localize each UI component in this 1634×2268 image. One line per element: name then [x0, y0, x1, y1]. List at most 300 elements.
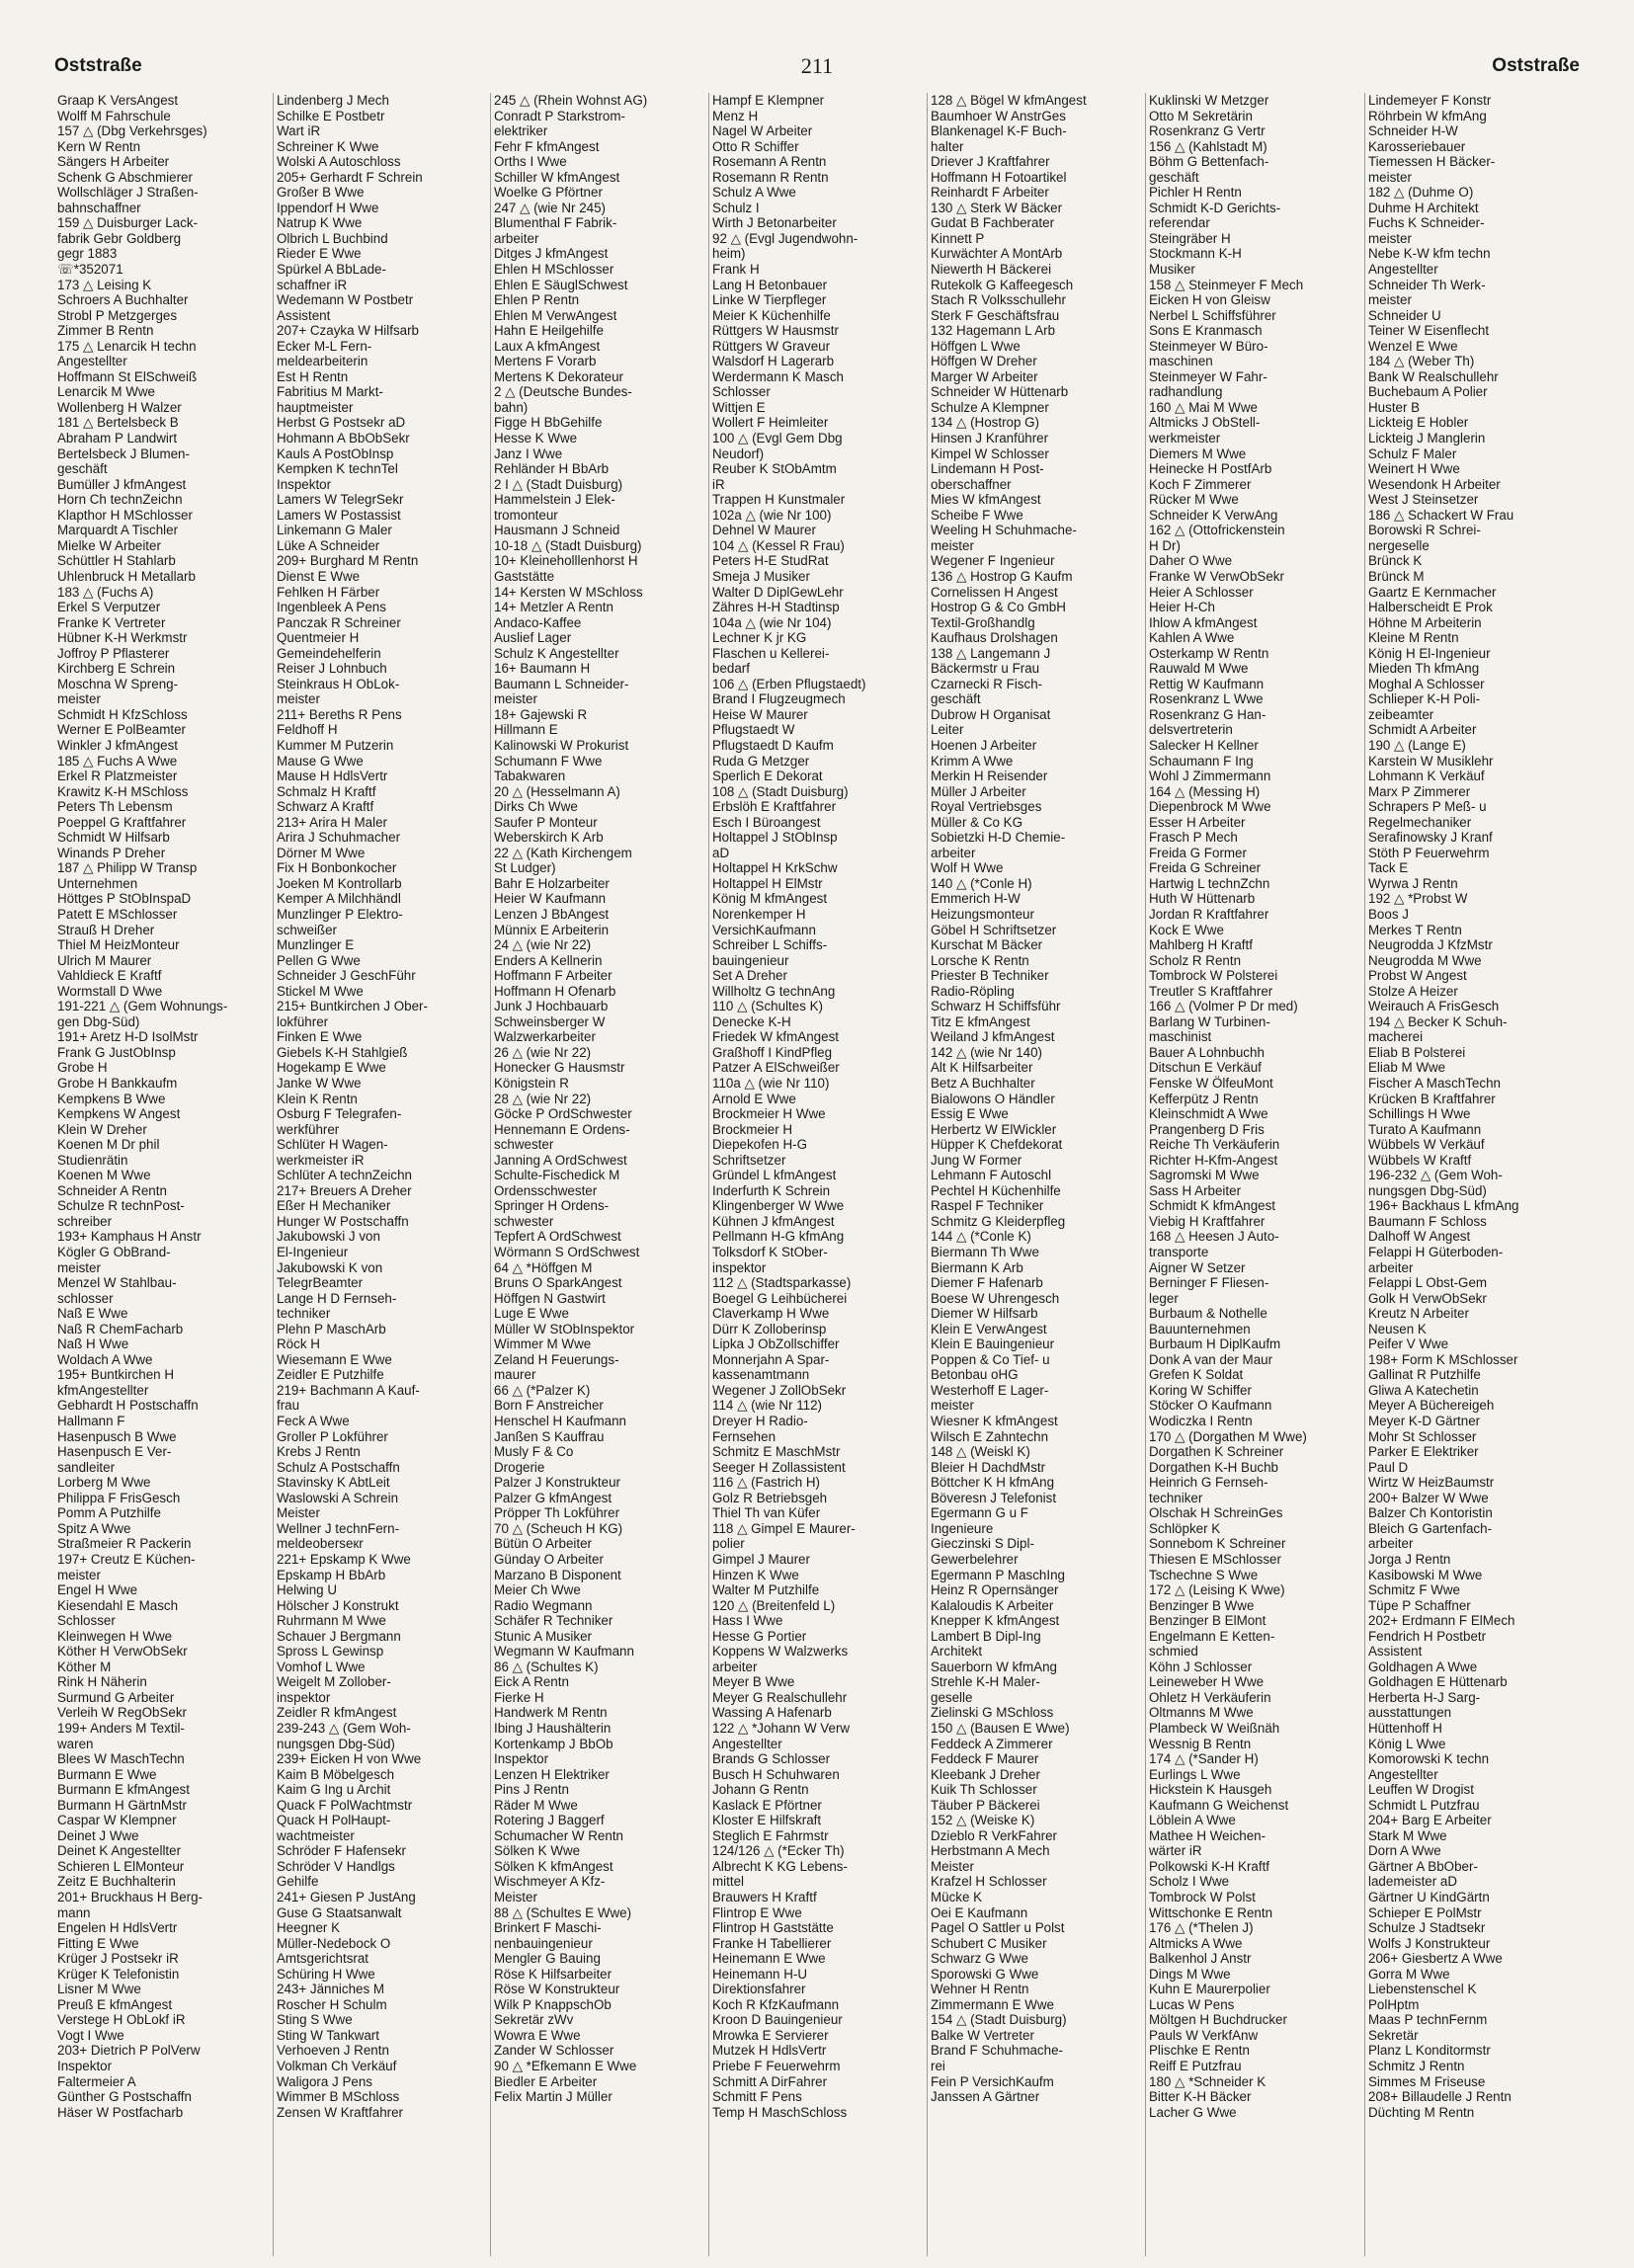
directory-entry: Kuhn E Maurerpolier [1149, 1982, 1270, 1997]
directory-entry: Moghal A Schlosser [1368, 676, 1485, 691]
directory-entry: geselle [931, 1689, 973, 1705]
directory-entry: 66 △ (*Palzer K) [494, 1382, 591, 1398]
directory-entry: Erbslöh E Kraftfahrer [712, 799, 837, 815]
directory-entry: Sauerborn W kfmAng [931, 1659, 1058, 1674]
directory-entry: Czarnecki R Fisch- [931, 676, 1043, 691]
directory-entry: Meyer G Realschullehr [712, 1689, 848, 1705]
directory-entry: 198+ Form K MSchlosser [1368, 1351, 1518, 1367]
directory-entry: Reiff E Putzfrau [1149, 2059, 1242, 2073]
directory-entry: 70 △ (Scheuch H KG) [494, 1520, 623, 1536]
directory-entry: Junk J Hochbauarb [494, 999, 609, 1014]
directory-entry: Pellmann H-G kfmAng [712, 1229, 845, 1245]
directory-entry: Schulz F Maler [1368, 446, 1457, 461]
directory-entry: Mause H HdlsVertr [277, 769, 388, 784]
directory-entry: Goldhagen E Hüttenarb [1368, 1674, 1508, 1690]
directory-entry: meister [57, 1259, 101, 1275]
directory-entry: Lenarcik M Wwe [57, 384, 155, 400]
directory-entry: Radio-Röpling [931, 983, 1015, 999]
directory-entry: Wittschonke E Rentn [1149, 1904, 1273, 1920]
directory-entry: 134 △ (Hostrop G) [931, 415, 1040, 431]
directory-entry: 120 △ (Breitenfeld L) [712, 1597, 836, 1613]
directory-entry: Ingenbleek A Pens [277, 600, 386, 615]
directory-entry: Bleich G Gartenfach- [1368, 1520, 1493, 1536]
directory-entry: frau [277, 1398, 300, 1414]
directory-entry: Nerbel L Schiffsführer [1149, 307, 1276, 323]
directory-entry: Bumüller J kfmAngest [57, 476, 187, 492]
directory-entry: Heegner K [277, 1920, 341, 1936]
directory-entry: Strehle K-H Maler- [931, 1674, 1040, 1690]
directory-entry: Kleine M Rentn [1368, 630, 1459, 646]
directory-entry: Luge E Wwe [494, 1306, 569, 1322]
directory-entry: Bank W Realschullehr [1368, 368, 1499, 384]
directory-entry: Gebhardt H Postschaffn [57, 1398, 199, 1414]
directory-entry: Giebels K-H Stahlgieß [277, 1044, 408, 1060]
directory-entry: Bäckermstr u Frau [931, 661, 1040, 677]
directory-entry: Amtsgerichtsrat [277, 1951, 369, 1967]
directory-entry: Krücken B Kraftfahrer [1368, 1091, 1496, 1106]
directory-entry: Kaim G Ing u Archit [277, 1782, 391, 1798]
directory-entry: Schulte-Fischedick M [494, 1168, 620, 1183]
directory-entry: Nebe K-W kfm techn [1368, 246, 1491, 262]
directory-entry: Böttcher K H kfmAng [931, 1475, 1055, 1491]
directory-entry: Düchting M Rentn [1368, 2104, 1475, 2120]
directory-entry: Ruhrmann M Wwe [277, 1613, 386, 1629]
directory-entry: Schwarz A Kraftf [277, 799, 374, 815]
directory-entry: Schmidt K-D Gerichts- [1149, 200, 1281, 215]
directory-entry: Wohl J Zimmermann [1149, 769, 1271, 784]
directory-entry: Benzinger B ElMont [1149, 1613, 1266, 1629]
directory-entry: gen Dbg-Süd) [57, 1013, 140, 1029]
directory-entry: Schulz K Angestellter [494, 645, 619, 661]
directory-entry: Wegener F Ingenieur [931, 553, 1055, 569]
directory-entry: Trappen H Kunstmaler [712, 492, 846, 508]
directory-entry: Boos J [1368, 906, 1409, 922]
directory-entry: Münnix E Arbeiterin [494, 922, 610, 937]
directory-entry: Inspektor [57, 2059, 113, 2073]
directory-entry: Schlüter A technZeichn [277, 1168, 412, 1183]
directory-entry: Patzer A ElSchweißer [712, 1060, 840, 1076]
directory-entry: Benzinger B Wwe [1149, 1597, 1255, 1613]
directory-entry: 158 △ Steinmeyer F Mech [1149, 277, 1304, 292]
directory-entry: Handwerk M Rentn [494, 1705, 608, 1721]
directory-entry: Meier K Küchenhilfe [712, 307, 831, 323]
directory-entry: Schulze A Klempner [931, 399, 1049, 415]
directory-entry: Eurlings L Wwe [1149, 1766, 1241, 1782]
directory-entry: Bertelsbeck J Blumen- [57, 446, 190, 461]
directory-entry: El-Ingenieur [277, 1245, 349, 1260]
directory-entry: Lamers W TelegrSekr [277, 492, 404, 508]
directory-entry: Aigner W Setzer [1149, 1259, 1246, 1275]
directory-entry: Schneider J GeschFühr [277, 968, 416, 984]
directory-entry: Inderfurth K Schrein [712, 1182, 831, 1198]
directory-entry: Poeppel G Kraftfahrer [57, 814, 187, 830]
directory-entry: Olschak H SchreinGes [1149, 1505, 1283, 1521]
directory-entry: polier [712, 1536, 745, 1552]
directory-entry: Herbst G Postsekr aD [277, 415, 406, 431]
directory-entry: Direktionsfahrer [712, 1982, 806, 1997]
directory-entry: Patett E MSchlosser [57, 906, 178, 922]
directory-entry: Holtappel J StObInsp [712, 830, 838, 846]
directory-entry: Walter M Putzhilfe [712, 1582, 820, 1598]
directory-entry: Schilke E Postbetr [277, 108, 385, 123]
directory-entry: Groller P Lokführer [277, 1428, 388, 1444]
directory-entry: Bleier H DachdMstr [931, 1459, 1046, 1475]
directory-entry: Krüger J Postsekr iR [57, 1951, 179, 1967]
directory-entry: Laux A kfmAngest [494, 338, 601, 354]
directory-entry: Heinemann E Wwe [712, 1951, 826, 1967]
directory-entry: Schmidt K kfmAngest [1149, 1198, 1276, 1214]
directory-entry: Diepenbrock M Wwe [1149, 799, 1271, 815]
directory-entry: kassenamtmann [712, 1367, 810, 1383]
directory-entry: 157 △ (Dbg Verkehrsges) [57, 123, 207, 139]
directory-entry: Brand I Flugzeugmech [712, 691, 846, 707]
directory-entry: Sperlich E Dekorat [712, 769, 823, 784]
directory-entry: Lickteig E Hobler [1368, 415, 1469, 431]
directory-entry: Zeland H Feuerungs- [494, 1351, 619, 1367]
directory-entry: Titz E kfmAngest [931, 1013, 1030, 1029]
directory-entry: Altmicks A Wwe [1149, 1935, 1243, 1951]
directory-entry: Henschel H Kaufmann [494, 1414, 626, 1429]
directory-entry: Friedek W kfmAngest [712, 1029, 839, 1045]
directory-entry: Müller J Arbeiter [931, 783, 1026, 799]
directory-entry: Biermann Th Wwe [931, 1245, 1039, 1260]
directory-entry: Arnold E Wwe [712, 1091, 796, 1106]
directory-entry: Gieczinski S Dipl- [931, 1536, 1034, 1552]
directory-column-2 [273, 93, 481, 2256]
directory-entry: Stavinsky K AbtLeit [277, 1475, 390, 1491]
directory-entry: Unternehmen [57, 875, 138, 891]
directory-entry: 136 △ Hostrop G Kaufm [931, 568, 1073, 584]
directory-entry: Scheibe F Wwe [931, 507, 1023, 523]
directory-entry: Pflugstaedt W [712, 722, 795, 738]
directory-entry: Kühnen J kfmAngest [712, 1213, 835, 1229]
directory-entry: Fehlken H Färber [277, 584, 380, 600]
directory-entry: Meyer A Büchereigeh [1368, 1398, 1495, 1414]
directory-entry: Flaschen u Kellerei- [712, 645, 830, 661]
directory-entry: Woldach A Wwe [57, 1351, 153, 1367]
directory-entry: Helwing U [277, 1582, 338, 1598]
directory-entry: Feldhoff H [277, 722, 338, 738]
directory-entry: Lohmann K Verkäuf [1368, 769, 1485, 784]
directory-entry: Fein P VersichKaufm [931, 2073, 1054, 2089]
directory-entry: Dzieblo R VerkFahrer [931, 1827, 1058, 1843]
directory-entry: Boese W Uhrengesch [931, 1290, 1060, 1306]
directory-entry: Kirchberg E Schrein [57, 661, 176, 677]
directory-entry: Surmund G Arbeiter [57, 1689, 175, 1705]
directory-entry: Schubert C Musiker [931, 1935, 1047, 1951]
directory-entry: Kefferpütz J Rentn [1149, 1091, 1259, 1106]
directory-entry: Wedemann W Postbetr [277, 292, 414, 308]
directory-entry: Albrecht K KG Lebens- [712, 1858, 848, 1874]
directory-entry: Löblein A Wwe [1149, 1813, 1236, 1828]
directory-entry: Weigelt M Zollober- [277, 1674, 391, 1690]
directory-entry: Sekretär zWv [494, 2012, 574, 2028]
directory-entry: Dorgathen K-H Buchb [1149, 1459, 1279, 1475]
directory-entry: 2 △ (Deutsche Bundes- [494, 384, 632, 400]
directory-entry: Lucas W Pens [1149, 1996, 1235, 2012]
directory-entry: Kleebank J Dreher [931, 1766, 1040, 1782]
directory-entry: 191+ Aretz H-D IsolMstr [57, 1029, 199, 1045]
directory-entry: Lickteig J Manglerin [1368, 431, 1486, 446]
directory-entry: Mücke K [931, 1889, 983, 1904]
directory-entry: 28 △ (wie Nr 22) [494, 1091, 592, 1106]
directory-entry: Kleinwegen H Wwe [57, 1628, 173, 1644]
directory-entry: ☏*352071 [57, 262, 123, 278]
directory-entry: 204+ Barg E Arbeiter [1368, 1813, 1492, 1828]
directory-entry: Mies W kfmAngest [931, 492, 1041, 508]
directory-entry: Thiel M HeizMonteur [57, 937, 180, 953]
directory-entry: 102a △ (wie Nr 100) [712, 507, 832, 523]
directory-entry: Regelmechaniker [1368, 814, 1472, 830]
directory-entry: Driever J Kraftfahrer [931, 154, 1050, 170]
directory-entry: Hammelstein J Elek- [494, 492, 615, 508]
directory-entry: 124/126 △ (*Ecker Th) [712, 1843, 845, 1859]
directory-entry: 104a △ (wie Nr 104) [712, 614, 832, 630]
directory-entry: Köhn J Schlosser [1149, 1659, 1253, 1674]
directory-entry: Naß E Wwe [57, 1306, 128, 1322]
directory-entry: Grobe H [57, 1060, 108, 1076]
directory-entry: Neusen K [1368, 1321, 1427, 1336]
directory-entry: mann [57, 1904, 91, 1920]
directory-entry: Lamers W Postassist [277, 507, 401, 523]
directory-entry: Stunic A Musiker [494, 1628, 592, 1644]
directory-entry: Neugrodda J KfzMstr [1368, 937, 1493, 953]
directory-entry: Bauunternehmen [1149, 1321, 1251, 1336]
directory-entry: Köther M [57, 1659, 112, 1674]
directory-entry: 203+ Dietrich P PolVerw [57, 2043, 201, 2059]
directory-entry: Strauß H Dreher [57, 922, 155, 937]
directory-entry: Textil-Großhandlg [931, 614, 1035, 630]
directory-entry: Röck H [277, 1336, 320, 1352]
directory-entry: 205+ Gerhardt F Schrein [277, 169, 423, 185]
directory-entry: maurer [494, 1367, 536, 1383]
directory-entry: Polkowski K-H Kraftf [1149, 1858, 1270, 1874]
directory-entry: Weirauch A FrisGesch [1368, 999, 1500, 1014]
directory-entry: Kasibowski M Wwe [1368, 1567, 1483, 1582]
directory-entry: lademeister aD [1368, 1874, 1458, 1890]
directory-entry: 197+ Creutz E Küchen- [57, 1551, 196, 1567]
directory-entry: Heier H-Ch [1149, 600, 1215, 615]
directory-entry: Gudat B Fachberater [931, 215, 1055, 231]
directory-entry: 152 △ (Weiske K) [931, 1813, 1035, 1828]
directory-entry: werkmeister [1149, 431, 1221, 446]
directory-entry: Norenkemper H [712, 906, 806, 922]
directory-entry: meldeoberseкr [277, 1536, 364, 1552]
directory-entry: 199+ Anders M Textil- [57, 1720, 185, 1736]
directory-entry: Betonbau oHG [931, 1367, 1019, 1383]
directory-entry: meister [931, 537, 974, 553]
directory-entry: Orths I Wwe [494, 154, 567, 170]
directory-entry: Wolski A Autoschloss [277, 154, 401, 170]
directory-entry: Pellen G Wwe [277, 952, 361, 968]
directory-entry: Conradt P Starkstrom- [494, 108, 625, 123]
directory-entry: Natrup K Wwe [277, 215, 363, 231]
directory-entry: Sonnebom K Schreiner [1149, 1536, 1286, 1552]
directory-entry: Lenzen H Elektriker [494, 1766, 610, 1782]
directory-entry: Wolfs J Konstrukteur [1368, 1935, 1491, 1951]
directory-entry: 16+ Baumann H [494, 661, 591, 677]
directory-entry: Plischke E Rentn [1149, 2043, 1250, 2059]
directory-entry: Fernsehen [712, 1428, 776, 1444]
running-head-left: Oststraße [54, 55, 142, 76]
directory-entry: Eßer H Mechaniker [277, 1198, 391, 1214]
directory-entry: König M kfmAngest [712, 891, 828, 907]
directory-entry: Cornelissen H Angest [931, 584, 1058, 600]
directory-entry: techniker [277, 1306, 331, 1322]
directory-entry: 180 △ *Schneider K [1149, 2073, 1266, 2089]
directory-entry: Kurwächter A MontArb [931, 246, 1063, 262]
directory-entry: Ingenieure [931, 1520, 994, 1536]
directory-entry: Hübner K-H Werkmstr [57, 630, 188, 646]
directory-entry: Hallmann F [57, 1414, 125, 1429]
directory-entry: Pomm A Putzhilfe [57, 1505, 161, 1521]
directory-entry: Bütün O Arbeiter [494, 1536, 592, 1552]
directory-entry: Fendrich H Postbetr [1368, 1628, 1487, 1644]
directory-entry: Jorga J Rentn [1368, 1551, 1451, 1567]
directory-entry: Fenske W ÖlfeuMont [1149, 1076, 1273, 1091]
directory-entry: Sterk F Geschäftsfrau [931, 307, 1060, 323]
directory-entry: schmied [1149, 1644, 1198, 1660]
directory-entry: Gärtner U KindGärtn [1368, 1889, 1490, 1904]
directory-entry: Eick A Rentn [494, 1674, 569, 1690]
directory-entry: Krawitz K-H MSchloss [57, 783, 189, 799]
directory-entry: Naß H Wwe [57, 1336, 129, 1352]
directory-entry: Oltmanns M Wwe [1149, 1705, 1254, 1721]
directory-entry: 174 △ (*Sander H) [1149, 1751, 1259, 1767]
directory-entry: Kempken K technTel [277, 461, 398, 477]
directory-entry: Räder M Wwe [494, 1797, 578, 1813]
directory-entry: Inspektor [277, 476, 332, 492]
directory-entry: Fierke H [494, 1689, 544, 1705]
directory-entry: Tolksdorf K StOber- [712, 1245, 828, 1260]
directory-entry: Holtappel H ElMstr [712, 875, 823, 891]
directory-entry: maschinist [1149, 1029, 1212, 1045]
directory-entry: rei [931, 2059, 945, 2073]
directory-entry: Feddeck A Zimmerer [931, 1736, 1053, 1751]
directory-entry: Walzwerkarbeiter [494, 1029, 596, 1045]
directory-entry: Naß R ChemFacharb [57, 1321, 184, 1336]
directory-entry: Flintrop H Gaststätte [712, 1920, 834, 1936]
directory-entry: oberschaffner [931, 476, 1012, 492]
directory-entry: 201+ Bruckhaus H Berg- [57, 1889, 204, 1904]
directory-entry: Schumacher W Rentn [494, 1827, 623, 1843]
directory-entry: Teiner W Eisenflecht [1368, 323, 1490, 339]
directory-entry: Schüttler H Stahlarb [57, 553, 176, 569]
directory-entry: Hasenpusch E Ver- [57, 1444, 172, 1460]
directory-entry: Gallinat R Putzhilfe [1368, 1367, 1481, 1383]
directory-column-1 [54, 93, 262, 2256]
directory-entry: Fischer A MaschTechn [1368, 1076, 1501, 1091]
directory-entry: Wimmer B MSchloss [277, 2089, 400, 2105]
directory-entry: Klein K Rentn [277, 1091, 358, 1106]
directory-entry: Wirtz W HeizBaumstr [1368, 1475, 1495, 1491]
directory-entry: Dubrow H Organisat [931, 706, 1051, 722]
directory-entry: Bialowons O Händler [931, 1091, 1055, 1106]
directory-entry: Hahn E Heilgehilfe [494, 323, 604, 339]
directory-entry: 245 △ (Rhein Wohnst AG) [494, 93, 648, 108]
directory-entry: Franke W VerwObSekr [1149, 568, 1284, 584]
directory-entry: Schmitt F Pens [712, 2089, 802, 2105]
directory-entry: Brand F Schuhmache- [931, 2043, 1063, 2059]
directory-entry: Kock E Wwe [1149, 922, 1224, 937]
directory-entry: Wittjen E [712, 399, 766, 415]
directory-entry: Schreiber L Schiffs- [712, 937, 828, 953]
directory-entry: Priester B Techniker [931, 968, 1049, 984]
directory-entry: Richter H-Kfm-Angest [1149, 1152, 1278, 1168]
directory-entry: Vogt I Wwe [57, 2027, 124, 2043]
directory-entry: aD [712, 845, 730, 860]
directory-entry: Rücker M Wwe [1149, 492, 1239, 508]
directory-entry: Zimmer B Rentn [57, 323, 154, 339]
directory-entry: Höffgen W Dreher [931, 354, 1037, 369]
directory-entry: Frank G JustObInsp [57, 1044, 176, 1060]
directory-entry: Steinkraus H ObLok- [277, 676, 400, 691]
directory-entry: Tack E [1368, 860, 1409, 876]
directory-entry: Set A Dreher [712, 968, 787, 984]
directory-entry: Winkler J kfmAngest [57, 737, 179, 753]
directory-entry: Marx P Zimmerer [1368, 783, 1471, 799]
directory-entry: Niewerth H Bäckerei [931, 262, 1052, 278]
directory-entry: Ibing J Haushälterin [494, 1720, 612, 1736]
directory-entry: meister [1368, 292, 1412, 308]
directory-entry: 213+ Arira H Maler [277, 814, 388, 830]
directory-entry: Schäfer R Techniker [494, 1613, 613, 1629]
directory-entry: Biermann K Arb [931, 1259, 1023, 1275]
directory-entry: Poppen & Co Tief- u [931, 1351, 1050, 1367]
directory-entry: Schmitz G Kleiderpfleg [931, 1213, 1066, 1229]
directory-entry: Röse W Konstrukteur [494, 1982, 620, 1997]
directory-entry: Stickel M Wwe [277, 983, 364, 999]
directory-entry: Günday O Arbeiter [494, 1551, 604, 1567]
directory-entry: Jung W Former [931, 1152, 1022, 1168]
directory-entry: 239-243 △ (Gem Woh- [277, 1720, 411, 1736]
directory-entry: Wellner J technFern- [277, 1520, 400, 1536]
directory-entry: Viebig H Kraftfahrer [1149, 1213, 1266, 1229]
directory-entry: Rehländer H BbArb [494, 461, 610, 477]
directory-entry: Smeja J Musiker [712, 568, 810, 584]
directory-entry: Verstege H ObLokf iR [57, 2012, 186, 2028]
directory-entry: Sting S Wwe [277, 2012, 353, 2028]
directory-entry: Seeger H Zollassistent [712, 1459, 846, 1475]
directory-entry: bedarf [712, 661, 750, 677]
directory-entry: Busch H Schuhwaren [712, 1766, 840, 1782]
directory-entry: Osterkamp W Rentn [1149, 645, 1269, 661]
directory-entry: Goldhagen A Wwe [1368, 1659, 1478, 1674]
directory-entry: nungsgen Dbg-Süd) [277, 1736, 395, 1751]
directory-entry: 207+ Czayka W Hilfsarb [277, 323, 420, 339]
directory-entry: Schulz A Postschaffn [277, 1459, 400, 1475]
directory-entry: Schröder V Handlgs [277, 1858, 395, 1874]
directory-entry: 26 △ (wie Nr 22) [494, 1044, 592, 1060]
directory-entry: 92 △ (Evgl Jugendwohn- [712, 230, 858, 246]
directory-entry: Kauls A PostObInsp [277, 446, 394, 461]
directory-entry: 2 I △ (Stadt Duisburg) [494, 476, 623, 492]
directory-entry: Gliwa A Katechetin [1368, 1382, 1479, 1398]
directory-entry: Herbertz W ElWickler [931, 1121, 1057, 1137]
directory-entry: Reiser J Lohnbuch [277, 661, 387, 677]
directory-entry: Wiesemann E Wwe [277, 1351, 392, 1367]
directory-entry: 168 △ Heesen J Auto- [1149, 1229, 1279, 1245]
directory-entry: Zähres H-H Stadtinsp [712, 600, 840, 615]
directory-entry: Rotering J Baggerf [494, 1813, 605, 1828]
directory-entry: Deinet J Wwe [57, 1827, 139, 1843]
directory-entry: Hogekamp E Wwe [277, 1060, 386, 1076]
directory-entry: Johann G Rentn [712, 1782, 809, 1798]
directory-entry: 14+ Kersten W MSchloss [494, 584, 643, 600]
directory-entry: Schauer J Bergmann [277, 1628, 401, 1644]
directory-entry: Horn Ch technZeichn [57, 492, 183, 508]
directory-column-4 [708, 93, 917, 2256]
